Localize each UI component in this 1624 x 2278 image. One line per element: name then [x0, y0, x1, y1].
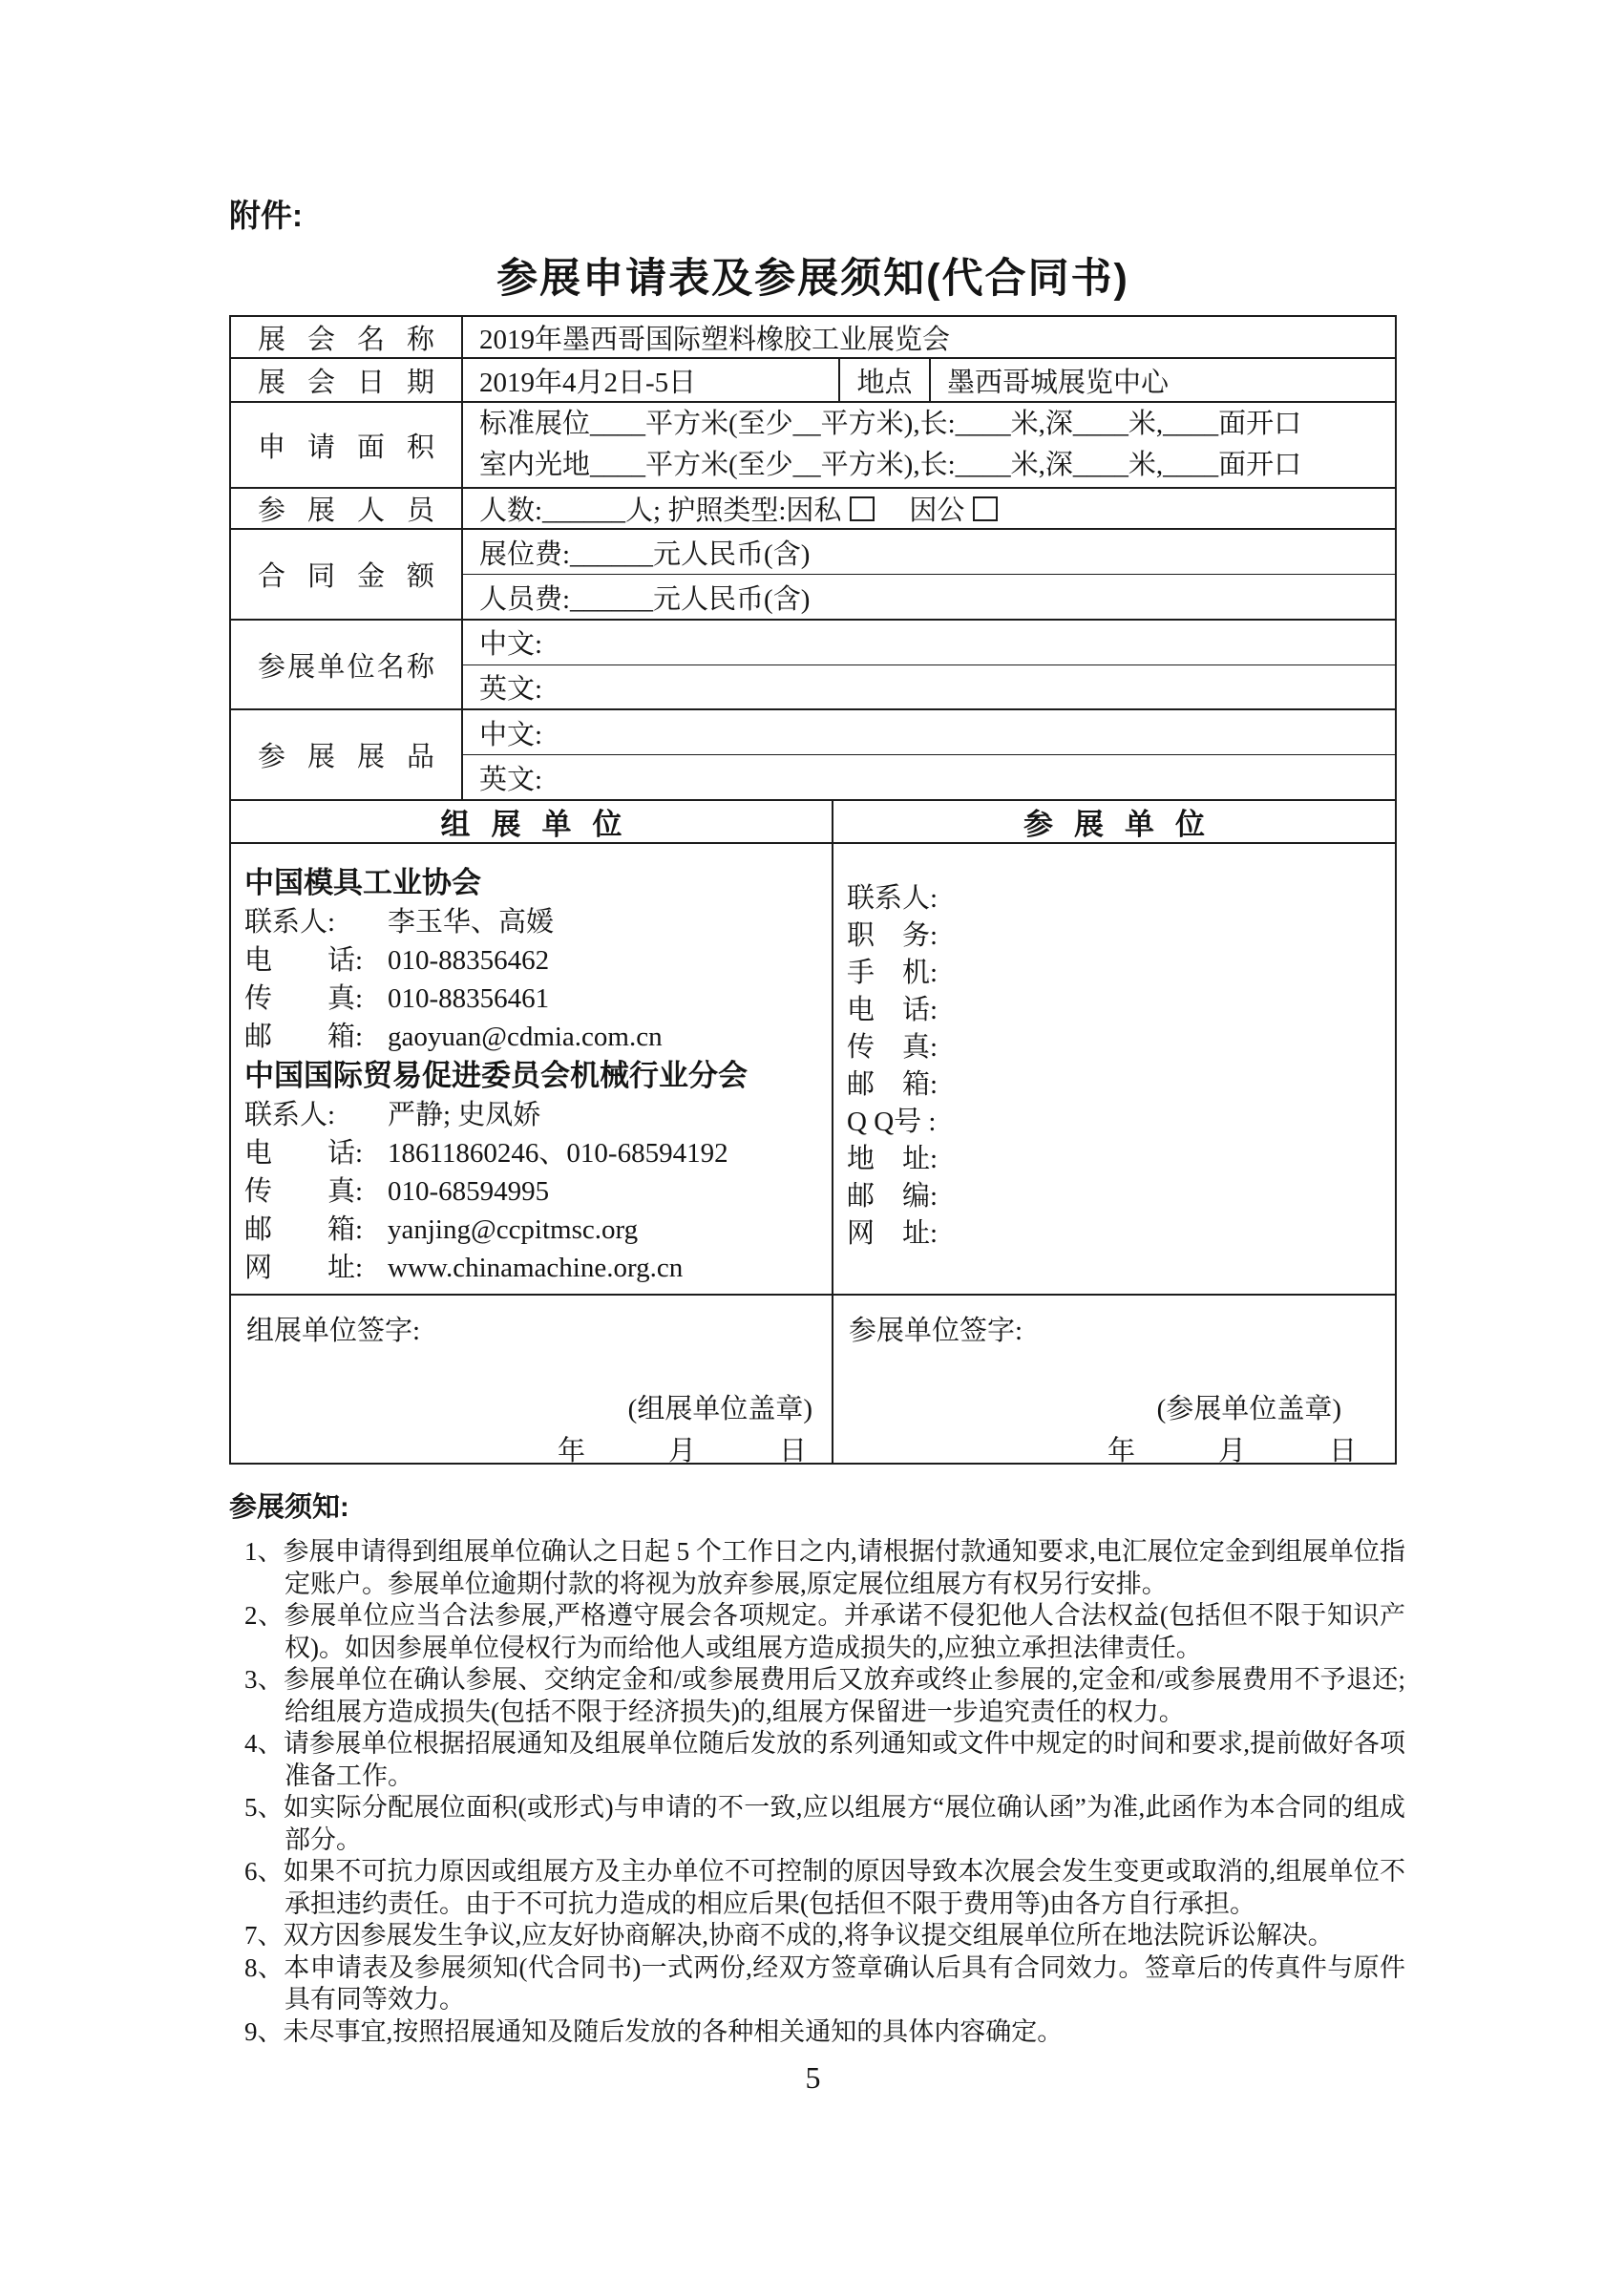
- note-item-2: [244, 1600, 1405, 1664]
- website-label: 网 址:: [244, 1253, 364, 1283]
- row-exhibition-name: [231, 317, 1395, 359]
- email-label: 邮 箱:: [847, 1069, 939, 1100]
- note-item-5: [244, 1792, 1405, 1856]
- organizer-1-fax-line: [244, 980, 822, 1018]
- organizer-2-website-line: [244, 1249, 822, 1287]
- row-signatures: [231, 1296, 1395, 1466]
- private-passport-checkbox[interactable]: [850, 496, 875, 521]
- note-item-1: [244, 1536, 1405, 1600]
- exhibitor-phone-line: [847, 992, 1385, 1029]
- organizer-2-fax-line: [244, 1172, 822, 1211]
- personnel-fee-line: 人员费:______元人民币(含): [479, 583, 811, 615]
- website-label: 网 址:: [847, 1218, 939, 1249]
- organizer-stamp-label: (组展单位盖章): [627, 1394, 812, 1424]
- exhibitor-header: 参展单位: [1023, 808, 1226, 841]
- notes-title: 参展须知:: [229, 1492, 349, 1523]
- note-number: 1、: [244, 1537, 284, 1566]
- email-label: 邮 箱:: [244, 1214, 364, 1245]
- exhibitor-signature-cell: [833, 1296, 1395, 1466]
- fax-value: 010-88356461: [388, 983, 550, 1014]
- applied-area-value: [463, 403, 1395, 487]
- exhibits-values: [463, 710, 1395, 799]
- exhibition-name-value: 2019年墨西哥国际塑料橡胶工业展览会: [479, 324, 951, 355]
- personnel-count-text: 人数:______人; 护照类型:因私: [479, 496, 842, 526]
- phone-label: 电 话:: [244, 945, 364, 976]
- personnel-label-cell: [231, 489, 463, 528]
- exhibits-english-line: 英文:: [479, 764, 543, 795]
- contract-amount-label-cell: [231, 530, 463, 619]
- company-name-label: 参展单位名称: [258, 651, 434, 683]
- note-item-3: [244, 1664, 1405, 1728]
- exhibition-date-label: 展会日期: [258, 367, 434, 398]
- exhibitor-title-line: [847, 918, 1385, 955]
- job-title-label: 职 务:: [847, 920, 939, 951]
- note-number: 9、: [244, 2016, 284, 2046]
- exhibition-date-label-cell: [231, 359, 463, 401]
- organizer-date-line: 年 月 日: [557, 1436, 807, 1466]
- note-text: 如实际分配展位面积(或形式)与申请的不一致,应以组展方“展位确认函”为准,此函作为本合同的组成部分。: [284, 1793, 1405, 1854]
- organizer-header: 组展单位: [440, 808, 643, 841]
- contact-person-value: 李玉华、高媛: [388, 907, 555, 938]
- exhibitor-qq-line: [847, 1104, 1385, 1141]
- phone-value: 010-88356462: [388, 945, 550, 976]
- location-value: 墨西哥城展览中心: [947, 367, 1170, 398]
- row-personnel: [231, 489, 1395, 530]
- company-name-chinese-line: 中文:: [463, 621, 1395, 665]
- standard-booth-line: 标准展位____平方米(至少__平方米),长:____米,深____米,____面开口: [479, 409, 1302, 439]
- fax-label: 传 真:: [244, 983, 364, 1014]
- public-passport-checkbox[interactable]: [973, 496, 998, 521]
- company-name-values: [463, 621, 1395, 708]
- note-text: 参展单位在确认参展、交纳定金和/或参展费用后又放弃或终止参展的,定金和/或参展费用不予退还;给组展方造成损失(包括不限于经济损失)的,组展方保留进一步追究责任的权力。: [284, 1665, 1405, 1726]
- exhibition-date-value: 2019年4月2日-5日: [463, 359, 840, 401]
- page-number: 5: [805, 2060, 821, 2095]
- organizer-1-contact-line: [244, 903, 822, 941]
- exhibitor-contact-cell: [833, 844, 1395, 1294]
- public-passport-label: 因公: [909, 496, 965, 526]
- row-exhibits: [231, 710, 1395, 801]
- note-text: 参展单位应当合法参展,严格遵守展会各项规定。并承诺不侵犯他人合法权益(包括但不限于知识产权)。如因参展单位侵权行为而给他人或组展方造成损失的,应独立承担法律责任。: [284, 1601, 1406, 1662]
- exhibitor-contact-person-line: [847, 880, 1385, 918]
- exhibitor-sign-label: 参展单位签字:: [849, 1316, 1023, 1346]
- organizer-contact-cell: [231, 844, 833, 1294]
- note-text: 如果不可抗力原因或组展方及主办单位不可控制的原因导致本次展会发生变更或取消的,组展单位不承担违约责任。由于不可抗力造成的相应后果(包括但不限于费用等)由各方自行承担。: [283, 1857, 1406, 1918]
- note-text: 参展申请得到组展单位确认之日起 5 个工作日之内,请根据付款通知要求,电汇展位定金到组展单位指定账户。参展单位逾期付款的将视为放弃参展,原定展位组展方有权另行安排。: [283, 1537, 1406, 1598]
- exhibitor-address-line: [847, 1141, 1385, 1178]
- row-applied-area: [231, 403, 1395, 489]
- company-name-english-line: 英文:: [479, 673, 543, 705]
- organizer-1-name: 中国模具工业协会: [244, 866, 481, 899]
- attachment-label: 附件:: [229, 198, 303, 233]
- website-value: www.chinamachine.org.cn: [388, 1253, 684, 1283]
- note-text: 请参展单位根据招展通知及组展单位随后发放的系列通知或文件中规定的时间和要求,提前做好各项准备工作。: [283, 1729, 1406, 1790]
- exhibitor-zip-line: [847, 1178, 1385, 1215]
- row-column-headers: [231, 801, 1395, 844]
- contract-amount-label: 合同金额: [258, 561, 434, 592]
- exhibitor-stamp-label: (参展单位盖章): [1156, 1394, 1341, 1424]
- note-number: 2、: [244, 1601, 285, 1630]
- phone-value: 18611860246、010-68594192: [388, 1138, 728, 1169]
- contact-person-value: 严静; 史凤娇: [388, 1100, 541, 1130]
- note-text: 未尽事宜,按照招展通知及随后发放的各种相关通知的具体内容确定。: [283, 2016, 1064, 2046]
- application-form-table: [229, 315, 1397, 1465]
- phone-label: 电 话:: [847, 995, 939, 1025]
- organizer-2-name: 中国国际贸易促进委员会机械行业分会: [244, 1059, 748, 1092]
- fax-label: 传 真:: [847, 1032, 939, 1063]
- row-contract-amount: [231, 530, 1395, 621]
- note-item-6: [244, 1856, 1405, 1920]
- note-item-8: [244, 1952, 1405, 2016]
- email-label: 邮 箱:: [244, 1022, 364, 1052]
- contact-person-label: 联系人:: [244, 907, 336, 938]
- exhibition-name-label: 展会名称: [258, 324, 434, 355]
- exhibitor-date-line: 年 月 日: [1107, 1436, 1357, 1466]
- qq-label: Q Q号 :: [847, 1107, 937, 1137]
- exhibitor-mobile-line: [847, 955, 1385, 992]
- page-title: 参展申请表及参展须知(代合同书): [496, 256, 1129, 302]
- company-name-label-cell: [231, 621, 463, 708]
- exhibitor-email-line: [847, 1066, 1385, 1104]
- location-label: 地点: [840, 359, 931, 401]
- row-exhibition-date: [231, 359, 1395, 403]
- note-number: 5、: [244, 1793, 285, 1822]
- exhibition-name-label-cell: [231, 317, 463, 357]
- booth-fee-line: 展位费:______元人民币(含): [463, 530, 1395, 575]
- note-number: 6、: [244, 1857, 284, 1886]
- zip-code-label: 邮 编:: [847, 1181, 939, 1212]
- row-contacts: [231, 844, 1395, 1296]
- organizer-signature-cell: [231, 1296, 833, 1466]
- note-number: 7、: [244, 1921, 284, 1950]
- organizer-header-cell: [231, 801, 833, 842]
- personnel-label: 参展人员: [258, 496, 434, 526]
- organizer-1-email-line: [244, 1018, 822, 1056]
- contract-amount-values: [463, 530, 1395, 619]
- email-value: gaoyuan@cdmia.com.cn: [388, 1022, 663, 1052]
- organizer-2-email-line: [244, 1211, 822, 1249]
- organizer-2-contact-line: [244, 1096, 822, 1134]
- organizer-1-phone-line: [244, 941, 822, 980]
- fax-value: 010-68594995: [388, 1176, 550, 1207]
- note-text: 双方因参展发生争议,应友好协商解决,协商不成的,将争议提交组展单位所在地法院诉讼解决。: [283, 1921, 1334, 1950]
- personnel-value: [463, 489, 1395, 528]
- notes-section: [229, 1486, 1405, 2048]
- exhibits-chinese-line: 中文:: [463, 710, 1395, 755]
- note-item-7: [244, 1920, 1405, 1952]
- note-number: 4、: [244, 1729, 284, 1758]
- exhibitor-website-line: [847, 1215, 1385, 1253]
- note-item-9: [244, 2016, 1405, 2049]
- organizer-2-phone-line: [244, 1134, 822, 1172]
- note-number: 3、: [244, 1665, 285, 1694]
- exhibitor-header-cell: [833, 801, 1395, 842]
- fax-label: 传 真:: [244, 1176, 364, 1207]
- raw-space-line: 室内光地____平方米(至少__平方米),长:____米,深____米,____面开口: [479, 450, 1302, 480]
- contact-person-label: 联系人:: [847, 883, 939, 914]
- exhibitor-fax-line: [847, 1029, 1385, 1066]
- address-label: 地 址:: [847, 1144, 939, 1174]
- mobile-label: 手 机:: [847, 958, 939, 988]
- email-value: yanjing@ccpitmsc.org: [388, 1214, 639, 1245]
- applied-area-label-cell: [231, 403, 463, 487]
- note-text: 本申请表及参展须知(代合同书)一式两份,经双方签章确认后具有合同效力。签章后的传真件与原件具有同等效力。: [284, 1952, 1406, 2014]
- note-number: 8、: [244, 1952, 285, 1982]
- phone-label: 电 话:: [244, 1138, 364, 1169]
- contact-person-label: 联系人:: [244, 1100, 336, 1130]
- row-company-name: [231, 621, 1395, 710]
- exhibits-label-cell: [231, 710, 463, 799]
- organizer-sign-label: 组展单位签字:: [246, 1316, 421, 1346]
- note-item-4: [244, 1728, 1405, 1792]
- exhibits-label: 参展展品: [258, 742, 434, 772]
- applied-area-label: 申请面积: [258, 432, 434, 463]
